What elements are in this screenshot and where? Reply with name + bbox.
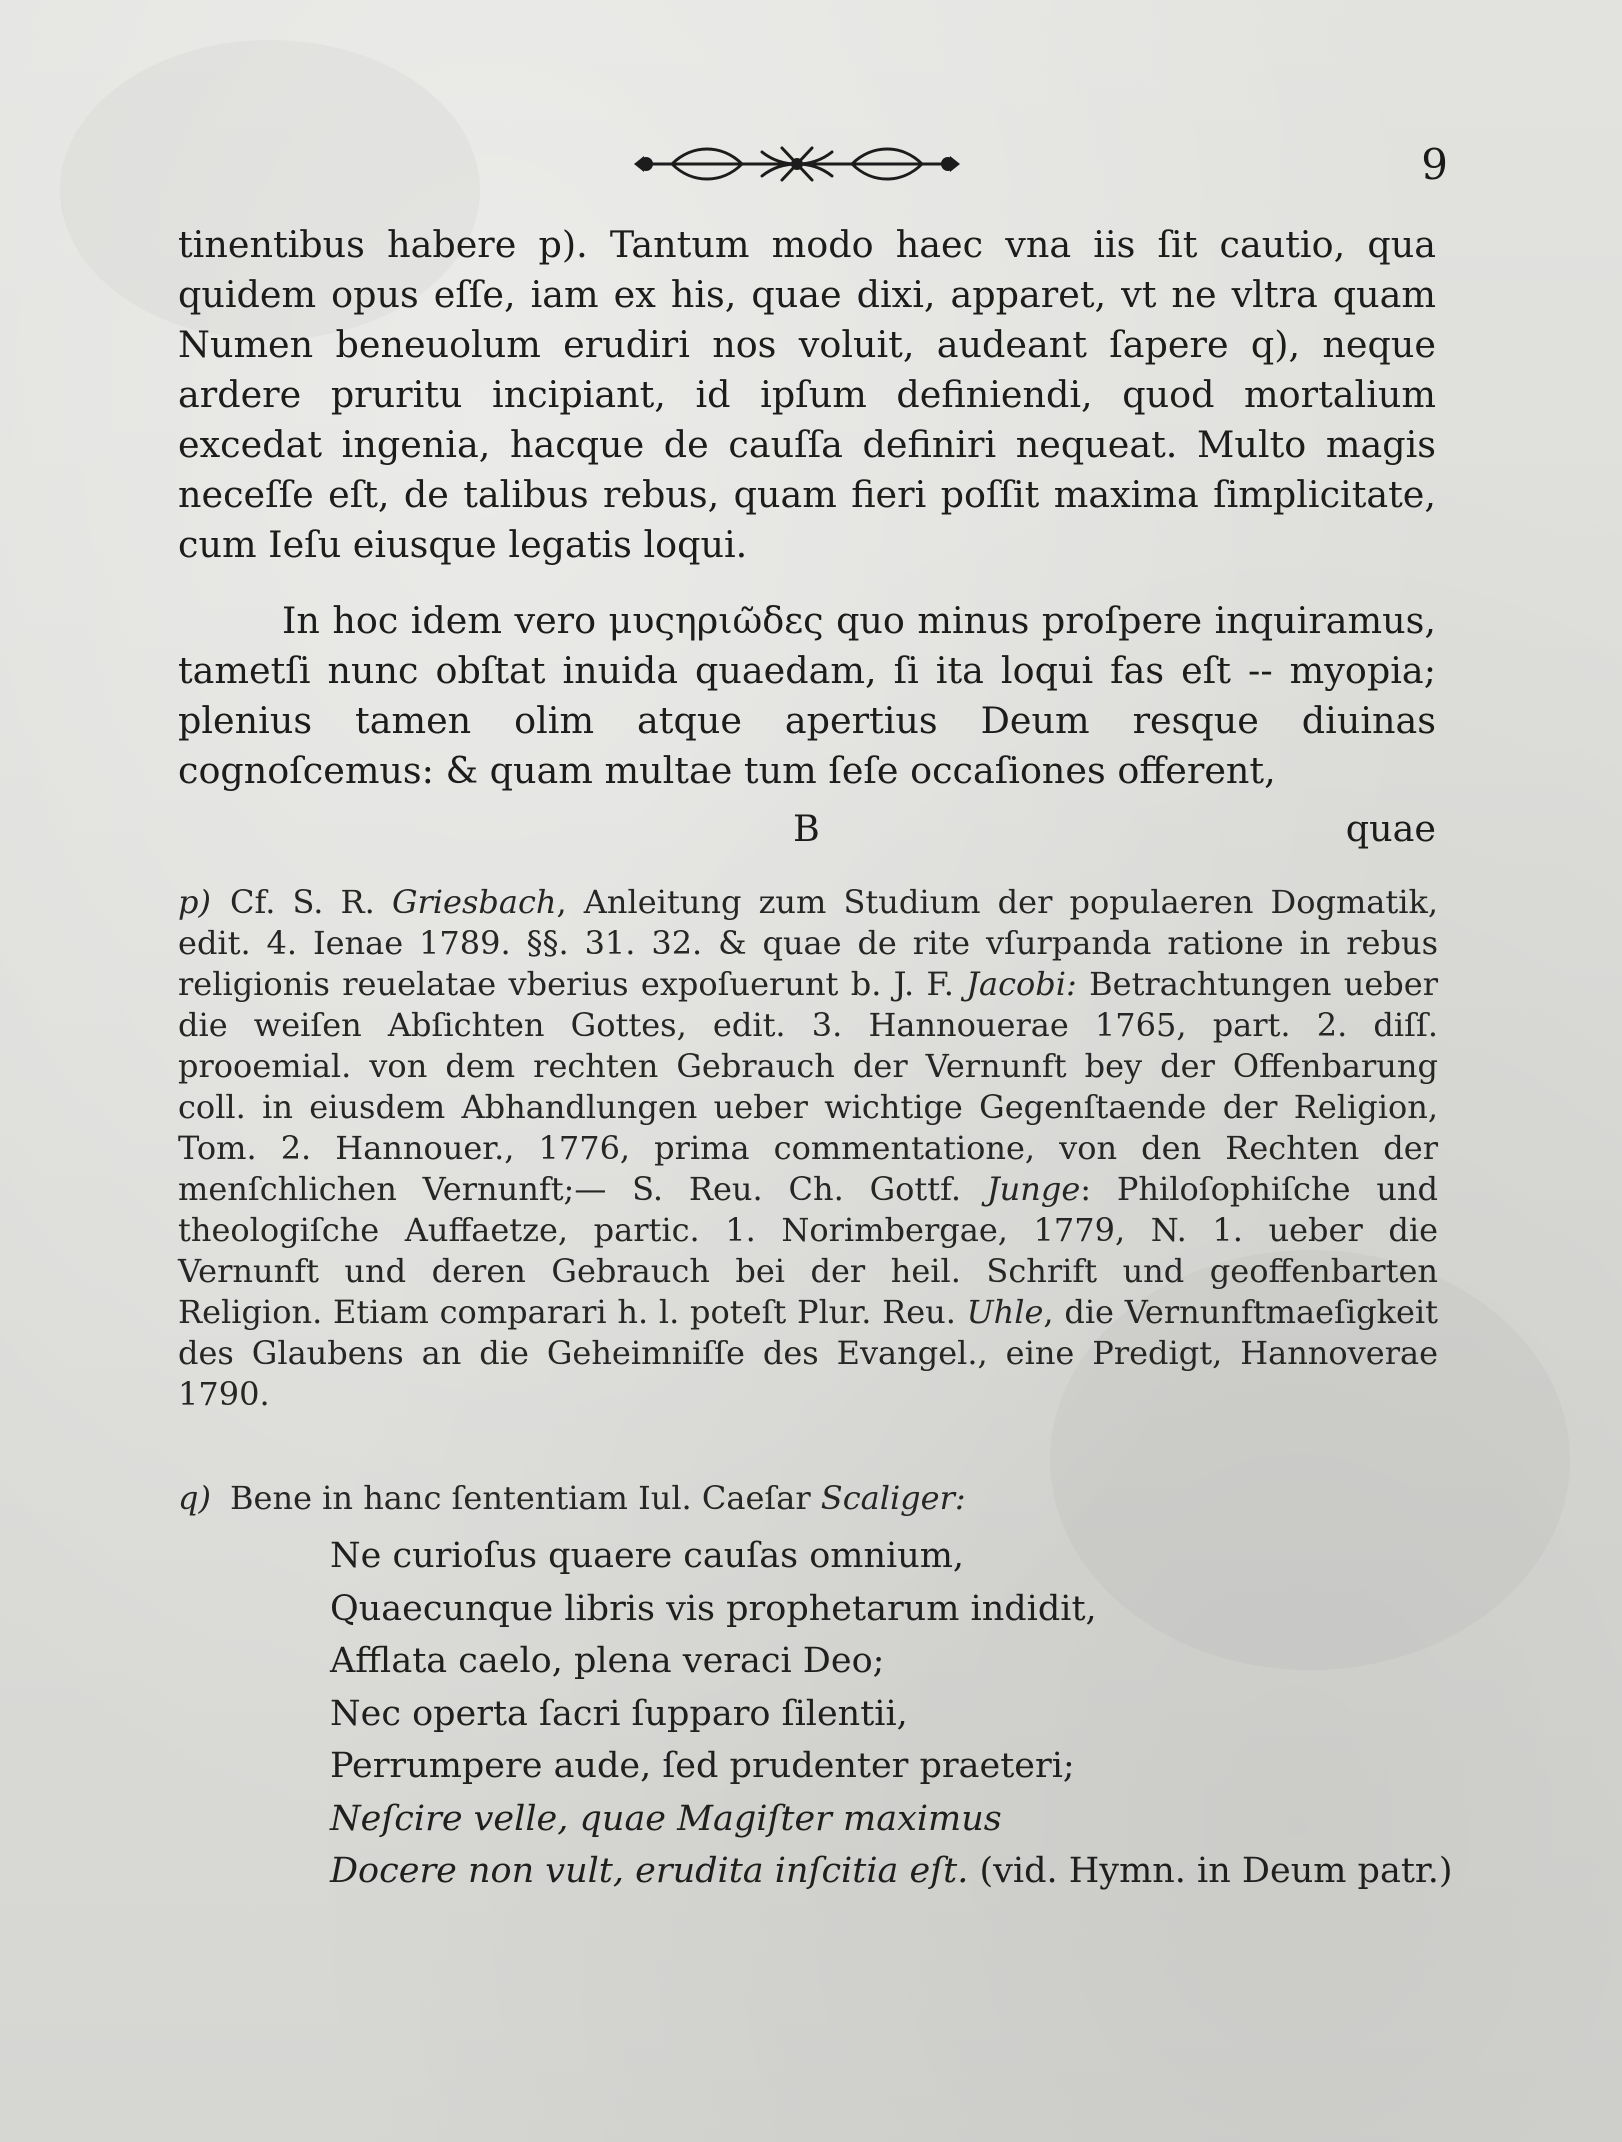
verse-line: Nec operta ſacri ſupparo ſilentii,: [330, 1693, 908, 1734]
footnote-text: : Philoſophiſche und theologiſche Auffaetze, partic. 1. Norimbergae, 1779, N. 1. ueber die Vernunft und deren Gebrauch bei der heil. Schrift und geoffenbarten Religion. Etiam comparari h. l. poteſt Plur. Reu.: [178, 1170, 1439, 1331]
author-name: Uhle: [966, 1293, 1044, 1331]
page-number: 9: [1421, 140, 1448, 189]
footnote-text: , Anleitung zum Studium der populaeren Dogmatik, edit. 4. Ienae 1789. §§. 31. 32. & quae de rite vſurpanda ratione in rebus religionis reuelatae vberius expoſuerunt b. J. F.: [178, 883, 1439, 1003]
verse-line: Quaecunque libris vis prophetarum indidit,: [330, 1588, 1097, 1629]
footnote-lead: Cf. S. R.: [230, 883, 375, 921]
author-name: Jacobi:: [966, 965, 1077, 1003]
paragraph: In hoc idem vero μυςηριῶδες quo minus proſpere inquiramus, tametſi nunc obſtat inuida quaedam, ſi ita loqui fas eſt -- myopia; plenius tamen olim atque apertius Deum resque diuinas cognoſcemus: & quam multae tum ſeſe occaſiones offerent,: [178, 599, 1436, 792]
footnote-intro: Bene in hanc ſententiam Iul. Caeſar: [230, 1479, 811, 1517]
paragraph: tinentibus habere p). Tantum modo haec vna iis ſit cautio, qua quidem opus eſſe, iam ex his, quae dixi, apparet, vt ne vltra quam Numen beneuolum erudiri nos voluit, audeant ſapere q), neque ardere pruritu incipiant, id ipſum definiendi, quod mortalium excedat ingenia, hacque de cauſſa definiri nequeat. Multo magis neceſſe eſt, de talibus rebus, quam fieri poſſit maxima ſimplicitate, cum Ieſu eiusque legatis loqui.: [178, 223, 1436, 566]
verse-line: Perrumpere aude, ſed prudenter praeteri;: [330, 1746, 1075, 1786]
verse-quotation: [330, 1530, 1453, 1898]
catchword-line: [178, 807, 1436, 857]
catchword: quae: [1345, 807, 1436, 850]
main-text: [178, 220, 1436, 796]
footnote-mark: p): [178, 883, 211, 921]
footnote-text: Betrachtungen ueber die weiſen Abſichten Gottes, edit. 3. Hannouerae 1765, part. 2. diſſ. prooemial. von dem rechten Gebrauch der Vernunft bey der Offenbarung coll. in eiusdem Abhandlungen ueber wichtige Gegenſtaende der Religion, Tom. 2. Hannouer., 1776, prima commentatione, von den Rechten der menſchlichen Vernunft;— S. Reu. Ch. Gottf.: [178, 965, 1439, 1208]
author-name: Junge: [986, 1170, 1081, 1208]
author-name: Scaliger:: [820, 1479, 966, 1517]
footnote-mark: q): [178, 1479, 211, 1517]
verse-line: Neſcire velle, quae Magiſter maximus: [330, 1798, 1002, 1839]
ornamental-headpiece-icon: [632, 138, 962, 190]
author-name: Griesbach: [391, 883, 557, 921]
verse-line-last: [330, 1845, 1453, 1898]
footnote-text: , die Vernunftmaeſigkeit des Glaubens an die Geheimniſſe des Evangel., eine Predigt, Hannoverae 1790.: [178, 1293, 1439, 1413]
verse-reference: (vid. Hymn. in Deum patr.): [979, 1851, 1453, 1891]
footnote-p: [178, 882, 1438, 1415]
verse-text: Docere non vult, erudita inſcitia eſt.: [330, 1851, 969, 1891]
verse-line: Ne curioſus quaere cauſas omnium,: [330, 1536, 965, 1576]
signature-mark: B: [793, 807, 820, 850]
verse-line: Afflata caelo, plena veraci Deo;: [330, 1641, 885, 1681]
footnote-q: [178, 1478, 1438, 1519]
